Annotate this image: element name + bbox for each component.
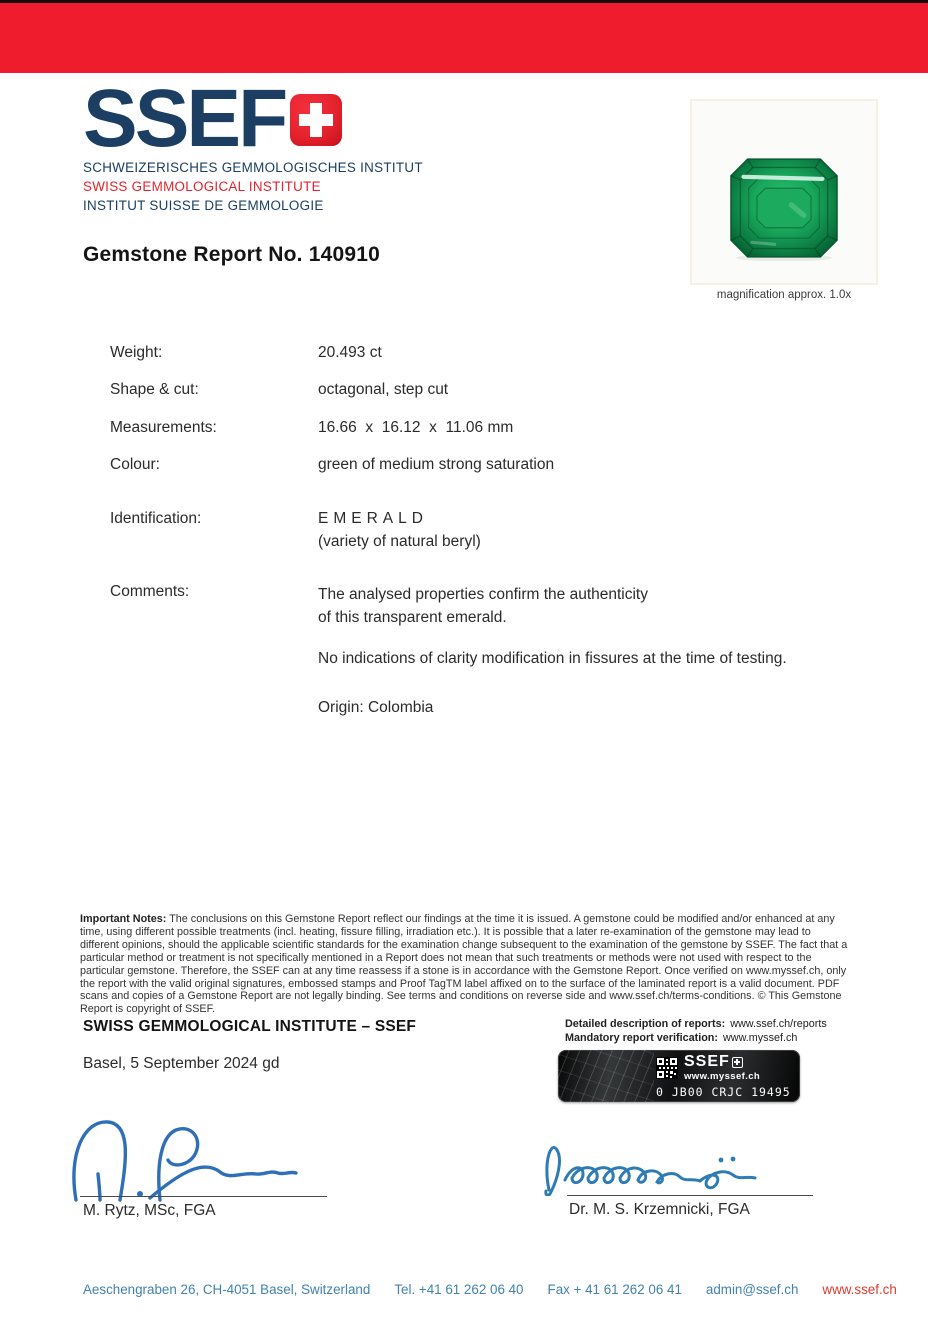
signature-krzemnicki [535, 1136, 805, 1196]
sticker-url: www.myssef.ch [684, 1071, 761, 1082]
gem-photo [690, 99, 878, 285]
report-links [565, 1018, 827, 1045]
footer-address: Aeschengraben 26, CH-4051 Basel, Switzerland [83, 1282, 371, 1297]
emerald-gem-image [725, 155, 843, 261]
reports-link-url: www.ssef.ch/reports [730, 1018, 827, 1030]
footer-fax: Fax + 41 61 262 06 41 [547, 1282, 682, 1297]
footer-website: www.ssef.ch [822, 1282, 897, 1297]
header-red-band [0, 3, 928, 73]
signatory-name-left: M. Rytz, MSc, FGA [83, 1202, 216, 1219]
footer-contact-line [83, 1282, 897, 1297]
hologram-pattern [558, 1050, 654, 1102]
logo-subtitle-german: SCHWEIZERISCHES GEMMOLOGISCHES INSTITUT [83, 160, 423, 175]
verification-link-label: Mandatory report verification: [565, 1031, 718, 1044]
reports-link-label: Detailed description of reports: [565, 1018, 726, 1030]
important-notes [80, 913, 852, 1016]
footer-email: admin@ssef.ch [705, 1282, 799, 1297]
identification-value: EMERALD [318, 510, 428, 527]
signatory-name-right: Dr. M. S. Krzemnicki, FGA [569, 1201, 750, 1218]
important-notes-body: The conclusions on this Gemstone Report reflect our findings at the time it is issued. A gemstone could be modified and/or enhanced at any time, using different possible treatments (incl. heating, fissure filling, irradiation etc.). It is possible that a later re-examination of the gemstone may lead to different opinions, should the applicable scientific standards for the examination change subsequent to the examination of the gemstone by SSEF. The fact that a particular method or treatment is not specifically mentioned in a Report does not mean that such treatments or methods were not used with respect to the particular gemstone. Therefore, the SSEF can at any time reassess if a stone is in accordance with the Gemstone Report. Once verified on www.myssef.ch, only the report with the valid original signatures, embossed stamps and Proof TagTM label affixed on to the surface of the laminated report is a valid document. PDF scans and copies of a Gemstone Report are not legally binding. See terms and conditions on reverse side and www.ssef.ch/terms-conditions. © This Gemstone Report is copyright of SSEF. [80, 913, 848, 1016]
comments-clarity: No indications of clarity modification in fissures at the time of testing. [318, 650, 787, 667]
swiss-cross-icon [290, 94, 342, 146]
field-label: Colour: [110, 456, 160, 473]
footer-tel: Tel. +41 61 262 06 40 [394, 1282, 524, 1297]
institute-name: SWISS GEMMOLOGICAL INSTITUTE – SSEF [83, 1018, 417, 1035]
signature-line-left [80, 1196, 327, 1197]
important-notes-label: Important Notes: [80, 913, 167, 925]
report-title: Gemstone Report No. 140910 [83, 243, 380, 266]
magnification-caption: magnification approx. 1.0x [716, 289, 852, 301]
field-label: Shape & cut: [110, 381, 199, 398]
field-label: Identification: [110, 510, 202, 527]
field-value: 20.493 ct [318, 344, 382, 361]
sticker-serial-code: 0 JB00 CRJC 19495 [656, 1085, 791, 1099]
ssef-logo [83, 73, 423, 214]
swiss-cross-icon [732, 1057, 743, 1068]
comments-origin: Origin: Colombia [318, 699, 434, 716]
signature-line-right [567, 1195, 813, 1196]
field-label: Measurements: [110, 419, 217, 436]
comments-authenticity: The analysed properties confirm the authenticity of this transparent emerald. [318, 586, 648, 626]
logo-subtitle-english: SWISS GEMMOLOGICAL INSTITUTE [83, 179, 321, 194]
field-value: 16.66 x 16.12 x 11.06 mm [318, 419, 514, 436]
security-label [558, 1050, 800, 1102]
field-value: octagonal, step cut [318, 381, 449, 398]
sticker-ssef-wordmark: SSEF [684, 1054, 760, 1070]
ssef-wordmark: SSEF [83, 73, 286, 164]
verification-link-url: www.myssef.ch [722, 1031, 798, 1044]
logo-subtitle-french: INSTITUT SUISSE DE GEMMOLOGIE [83, 198, 324, 213]
date-place-line: Basel, 5 September 2024 gd [83, 1055, 280, 1072]
field-label: Comments: [110, 583, 190, 600]
signature-rytz [62, 1116, 342, 1202]
identification-variety: (variety of natural beryl) [318, 533, 481, 550]
qr-code-icon [656, 1057, 678, 1079]
field-label: Weight: [110, 344, 163, 361]
field-value: green of medium strong saturation [318, 456, 555, 473]
